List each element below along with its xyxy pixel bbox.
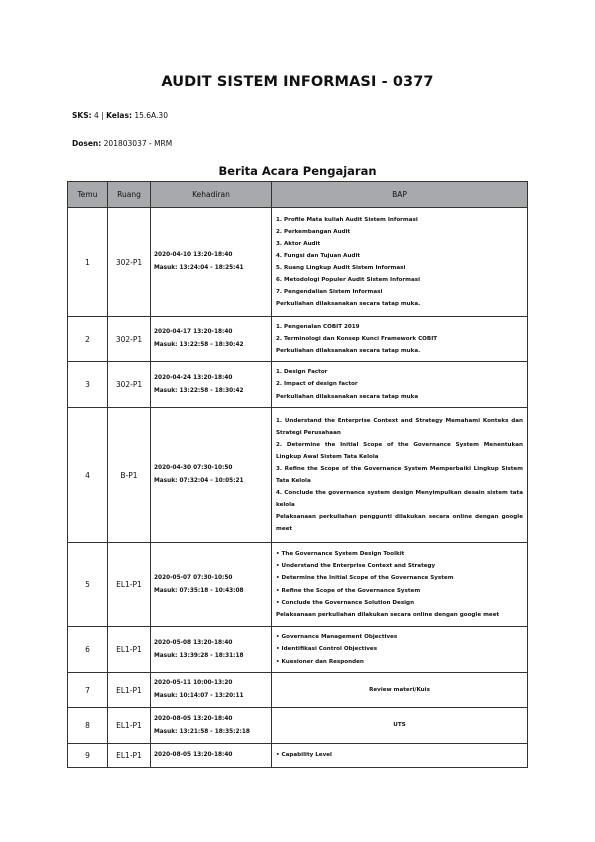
masuk-text: Masuk: 07:32:04 - 10:05:21 [154, 478, 244, 484]
bap-line: Perkuliahan dilaksanakan secara tatap muka [276, 393, 419, 400]
jadwal-text: 2020-04-17 13:20-18:40 [154, 329, 233, 335]
column-header-bap: BAP [272, 182, 528, 208]
document-title: AUDIT SISTEM INFORMASI - 0377 [161, 74, 434, 90]
bap-line: 4. Fungsi dan Tujuan Audit [276, 252, 361, 259]
table-row [68, 627, 528, 673]
temu-cell: 3 [68, 362, 108, 408]
temu-cell: 6 [68, 627, 108, 673]
temu-cell: 1 [68, 208, 108, 317]
table-header-row [68, 182, 528, 208]
bap-line: • Governance Management Objectives [276, 634, 398, 641]
bap-line: • Capability Level [276, 752, 332, 759]
ruang-cell: EL1-P1 [108, 627, 151, 673]
table-row [68, 362, 528, 408]
bap-cell [272, 317, 528, 362]
bap-cell [272, 627, 528, 673]
masuk-text: Masuk: 13:39:28 - 18:31:18 [154, 652, 244, 659]
bap-cell [272, 543, 528, 627]
dosen-label: Dosen: [72, 139, 102, 148]
ruang-cell: EL1-P1 [108, 744, 151, 768]
masuk-text: Masuk: 10:14:07 - 13:20:11 [154, 693, 244, 699]
masuk-text: Masuk: 07:35:18 - 10:43:08 [154, 587, 244, 594]
teaching-record-table [67, 181, 528, 768]
kehadiran-cell [151, 673, 272, 708]
sks-label: SKS: [72, 111, 92, 120]
bap-line: 7. Pengendalian Sistem Informasi [276, 289, 383, 296]
kehadiran-cell [151, 408, 272, 543]
bap-line: Perkuliahan dilaksanakan secara tatap muka. [276, 348, 421, 355]
jadwal-text: 2020-08-05 13:20-18:40 [154, 752, 233, 758]
masuk-text: Masuk: 13:21:58 - 18:35:2:18 [154, 728, 250, 735]
sks-value: 4 | [91, 111, 107, 120]
bap-line: 1. Profile Mata kuliah Audit Sistem Informasi [276, 216, 418, 223]
ruang-cell: 302-P1 [108, 208, 151, 317]
bap-line: 2. Determine the Initial Scope of the Governance System Menentukan Lingkup Awal Sistem Tata Kelola [276, 441, 523, 460]
kehadiran-cell [151, 627, 272, 673]
temu-cell: 2 [68, 317, 108, 362]
bap-line: 2. Perkembangan Audit [276, 228, 351, 235]
section-title: Berita Acara Pengajaran [218, 164, 377, 178]
bap-line: • Kuesioner dan Responden [276, 658, 364, 665]
bap-line: Pelaksanaan perkuliahan penggunti dilakukan secara online dengan google meet [276, 514, 523, 533]
jadwal-text: 2020-05-08 13:20-18:40 [154, 639, 233, 646]
bap-line: 5. Ruang Lingkup Audit Sistem Informasi [276, 265, 406, 271]
table-row [68, 673, 528, 708]
temu-cell: 8 [68, 708, 108, 744]
bap-line: 4. Conclude the governance system design Menyimpulkan desain sistem tata kelola [276, 490, 523, 509]
kehadiran-cell [151, 543, 272, 627]
bap-line: 1. Understand the Enterprise Context and Strategy Memahami Konteks dan Strategi Perusahaan [276, 417, 523, 436]
bap-line: 3. Aktor Audit [276, 240, 321, 247]
dosen-value: 201803037 - MRM [101, 139, 173, 148]
kehadiran-cell [151, 362, 272, 408]
jadwal-text: 2020-05-07 07:30-10:50 [154, 574, 233, 581]
ruang-cell: EL1-P1 [108, 543, 151, 627]
masuk-text: Masuk: 13:22:58 - 18:30:42 [154, 387, 244, 394]
jadwal-text: 2020-04-30 07:30-10:50 [154, 465, 233, 471]
ruang-cell: 302-P1 [108, 317, 151, 362]
bap-line: • Understand the Enterprise Context and Strategy [276, 563, 436, 570]
temu-cell: 4 [68, 408, 108, 543]
bap-line: 1. Design Factor [276, 369, 328, 376]
masuk-text: Masuk: 13:22:58 - 18:30:42 [154, 342, 244, 348]
column-header-kehadiran: Kehadiran [151, 182, 272, 208]
bap-line: 1. Pengenalan COBIT 2019 [276, 323, 360, 330]
course-info [72, 111, 168, 120]
bap-cell [272, 708, 528, 744]
table-row [68, 708, 528, 744]
table-row [68, 317, 528, 362]
bap-line: Pelaksanaan perkuliahan dilakukan secara online dengan google meet [276, 611, 500, 618]
ruang-cell: 302-P1 [108, 362, 151, 408]
kehadiran-cell [151, 208, 272, 317]
bap-line: 6. Metodologi Populer Audit Sistem Informasi [276, 277, 420, 284]
kelas-value: 15.6A.30 [131, 111, 168, 120]
temu-cell: 9 [68, 744, 108, 768]
bap-cell [272, 362, 528, 408]
bap-cell [272, 408, 528, 543]
temu-cell: 5 [68, 543, 108, 627]
temu-cell: 7 [68, 673, 108, 708]
bap-line: • The Governance System Design Toolkit [276, 551, 405, 558]
jadwal-text: 2020-04-10 13:20-18:40 [154, 252, 233, 258]
table-row [68, 208, 528, 317]
jadwal-text: 2020-08-05 13:20-18:40 [154, 715, 233, 722]
jadwal-text: 2020-04-24 13:20-18:40 [154, 374, 233, 381]
bap-cell [272, 673, 528, 708]
ruang-cell: B-P1 [108, 408, 151, 543]
bap-line: • Refine the Scope of the Governance System [276, 587, 421, 594]
bap-line: Review materi/Kuis [369, 686, 430, 693]
ruang-cell: EL1-P1 [108, 708, 151, 744]
jadwal-text: 2020-05-11 10:00-13:20 [154, 680, 233, 686]
bap-line: 2. Terminologi dan Konsep Kunci Framework COBIT [276, 335, 438, 342]
bap-line: UTS [393, 722, 406, 729]
masuk-text: Masuk: 13:24:04 - 18:25:41 [154, 265, 244, 271]
bap-cell [272, 208, 528, 317]
bap-cell [272, 744, 528, 768]
kehadiran-cell [151, 744, 272, 768]
table-row [68, 543, 528, 627]
lecturer-info [72, 139, 172, 148]
column-header-temu: Temu [68, 182, 108, 208]
column-header-ruang: Ruang [108, 182, 151, 208]
bap-line: • Determine the Initial Scope of the Governance System [276, 575, 454, 582]
kehadiran-cell [151, 317, 272, 362]
bap-line: • Identifikasi Control Objectives [276, 646, 378, 653]
kelas-label: Kelas: [106, 111, 132, 120]
bap-line: Perkuliahan dilaksanakan secara tatap muka. [276, 301, 421, 308]
table-row [68, 744, 528, 768]
kehadiran-cell [151, 708, 272, 744]
ruang-cell: EL1-P1 [108, 673, 151, 708]
table-row [68, 408, 528, 543]
bap-line: 3. Refine the Scope of the Governance System Memperbaiki Lingkup Sistem Tata Kelola [276, 465, 523, 484]
bap-line: 2. Impact of design factor [276, 381, 358, 388]
bap-line: • Conclude the Governance Solution Design [276, 599, 415, 606]
